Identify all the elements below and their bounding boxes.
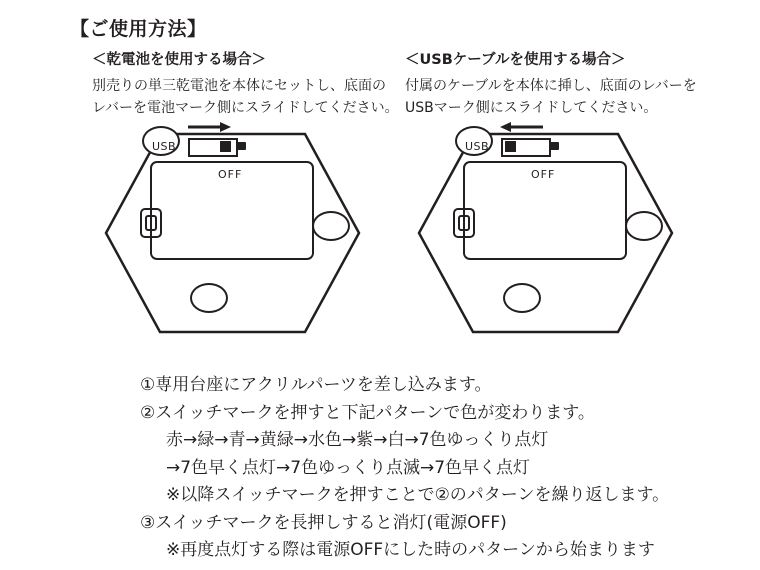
list-item: ③スイッチマークを長押しすると消灯(電源OFF) xyxy=(140,512,507,533)
list-item: ②スイッチマークを押すと下記パターンで色が変わります。 xyxy=(140,402,595,423)
foot-knob-bottom xyxy=(503,283,541,313)
section-usb-body xyxy=(405,76,715,119)
instruction-list xyxy=(140,372,740,565)
off-text-label: OFF xyxy=(218,168,243,181)
section-battery-line-2: レバーを電池マーク側にスライドしてください。 xyxy=(92,99,399,116)
slide-switch-knob xyxy=(220,141,231,152)
power-slide-switch[interactable] xyxy=(188,138,238,157)
list-item: ①専用台座にアクリルパーツを差し込みます。 xyxy=(140,375,492,395)
usb-text-label: USB xyxy=(152,140,177,153)
page-title: 【ご使用方法】 xyxy=(70,18,207,40)
section-usb-heading: ＜USBケーブルを使用する場合＞ xyxy=(405,52,626,68)
slide-direction-arrow-right-icon xyxy=(186,118,232,130)
section-battery xyxy=(92,48,402,119)
section-battery-line-1: 別売りの単三乾電池を本体にセットし、底面の xyxy=(92,78,386,94)
list-item: 赤→緑→青→黄緑→水色→紫→白→7色ゆっくり点灯 xyxy=(166,430,549,451)
list-item: ※以降スイッチマークを押すことで②のパターンを繰り返します。 xyxy=(166,485,670,506)
switch-end-tab xyxy=(549,142,559,150)
foot-knob-bottom xyxy=(190,283,228,313)
section-usb xyxy=(405,48,715,119)
switch-end-tab xyxy=(236,142,246,150)
slide-switch-knob xyxy=(505,141,516,152)
power-slide-switch[interactable] xyxy=(501,138,551,157)
section-usb-line-1: 付属のケーブルを本体に挿し、底面のレバーを xyxy=(405,78,697,94)
list-item: ※再度点灯する際は電源OFFにした時のパターンから始まります xyxy=(166,540,655,561)
usb-port-icon xyxy=(453,208,475,238)
usb-port-icon xyxy=(140,208,162,238)
section-usb-line-2: USBマーク側にスライドしてください。 xyxy=(405,99,658,116)
foot-knob-right xyxy=(625,211,663,241)
section-battery-body xyxy=(92,76,402,119)
slide-direction-arrow-left-icon xyxy=(499,118,545,130)
section-battery-heading: ＜乾電池を使用する場合＞ xyxy=(92,52,266,68)
off-text-label: OFF xyxy=(531,168,556,181)
list-item: →7色早く点灯→7色ゆっくり点滅→7色早く点灯 xyxy=(166,457,531,478)
usb-text-label: USB xyxy=(465,140,490,153)
device-diagram-battery xyxy=(100,128,365,338)
device-diagram-usb xyxy=(413,128,678,338)
foot-knob-right xyxy=(312,211,350,241)
